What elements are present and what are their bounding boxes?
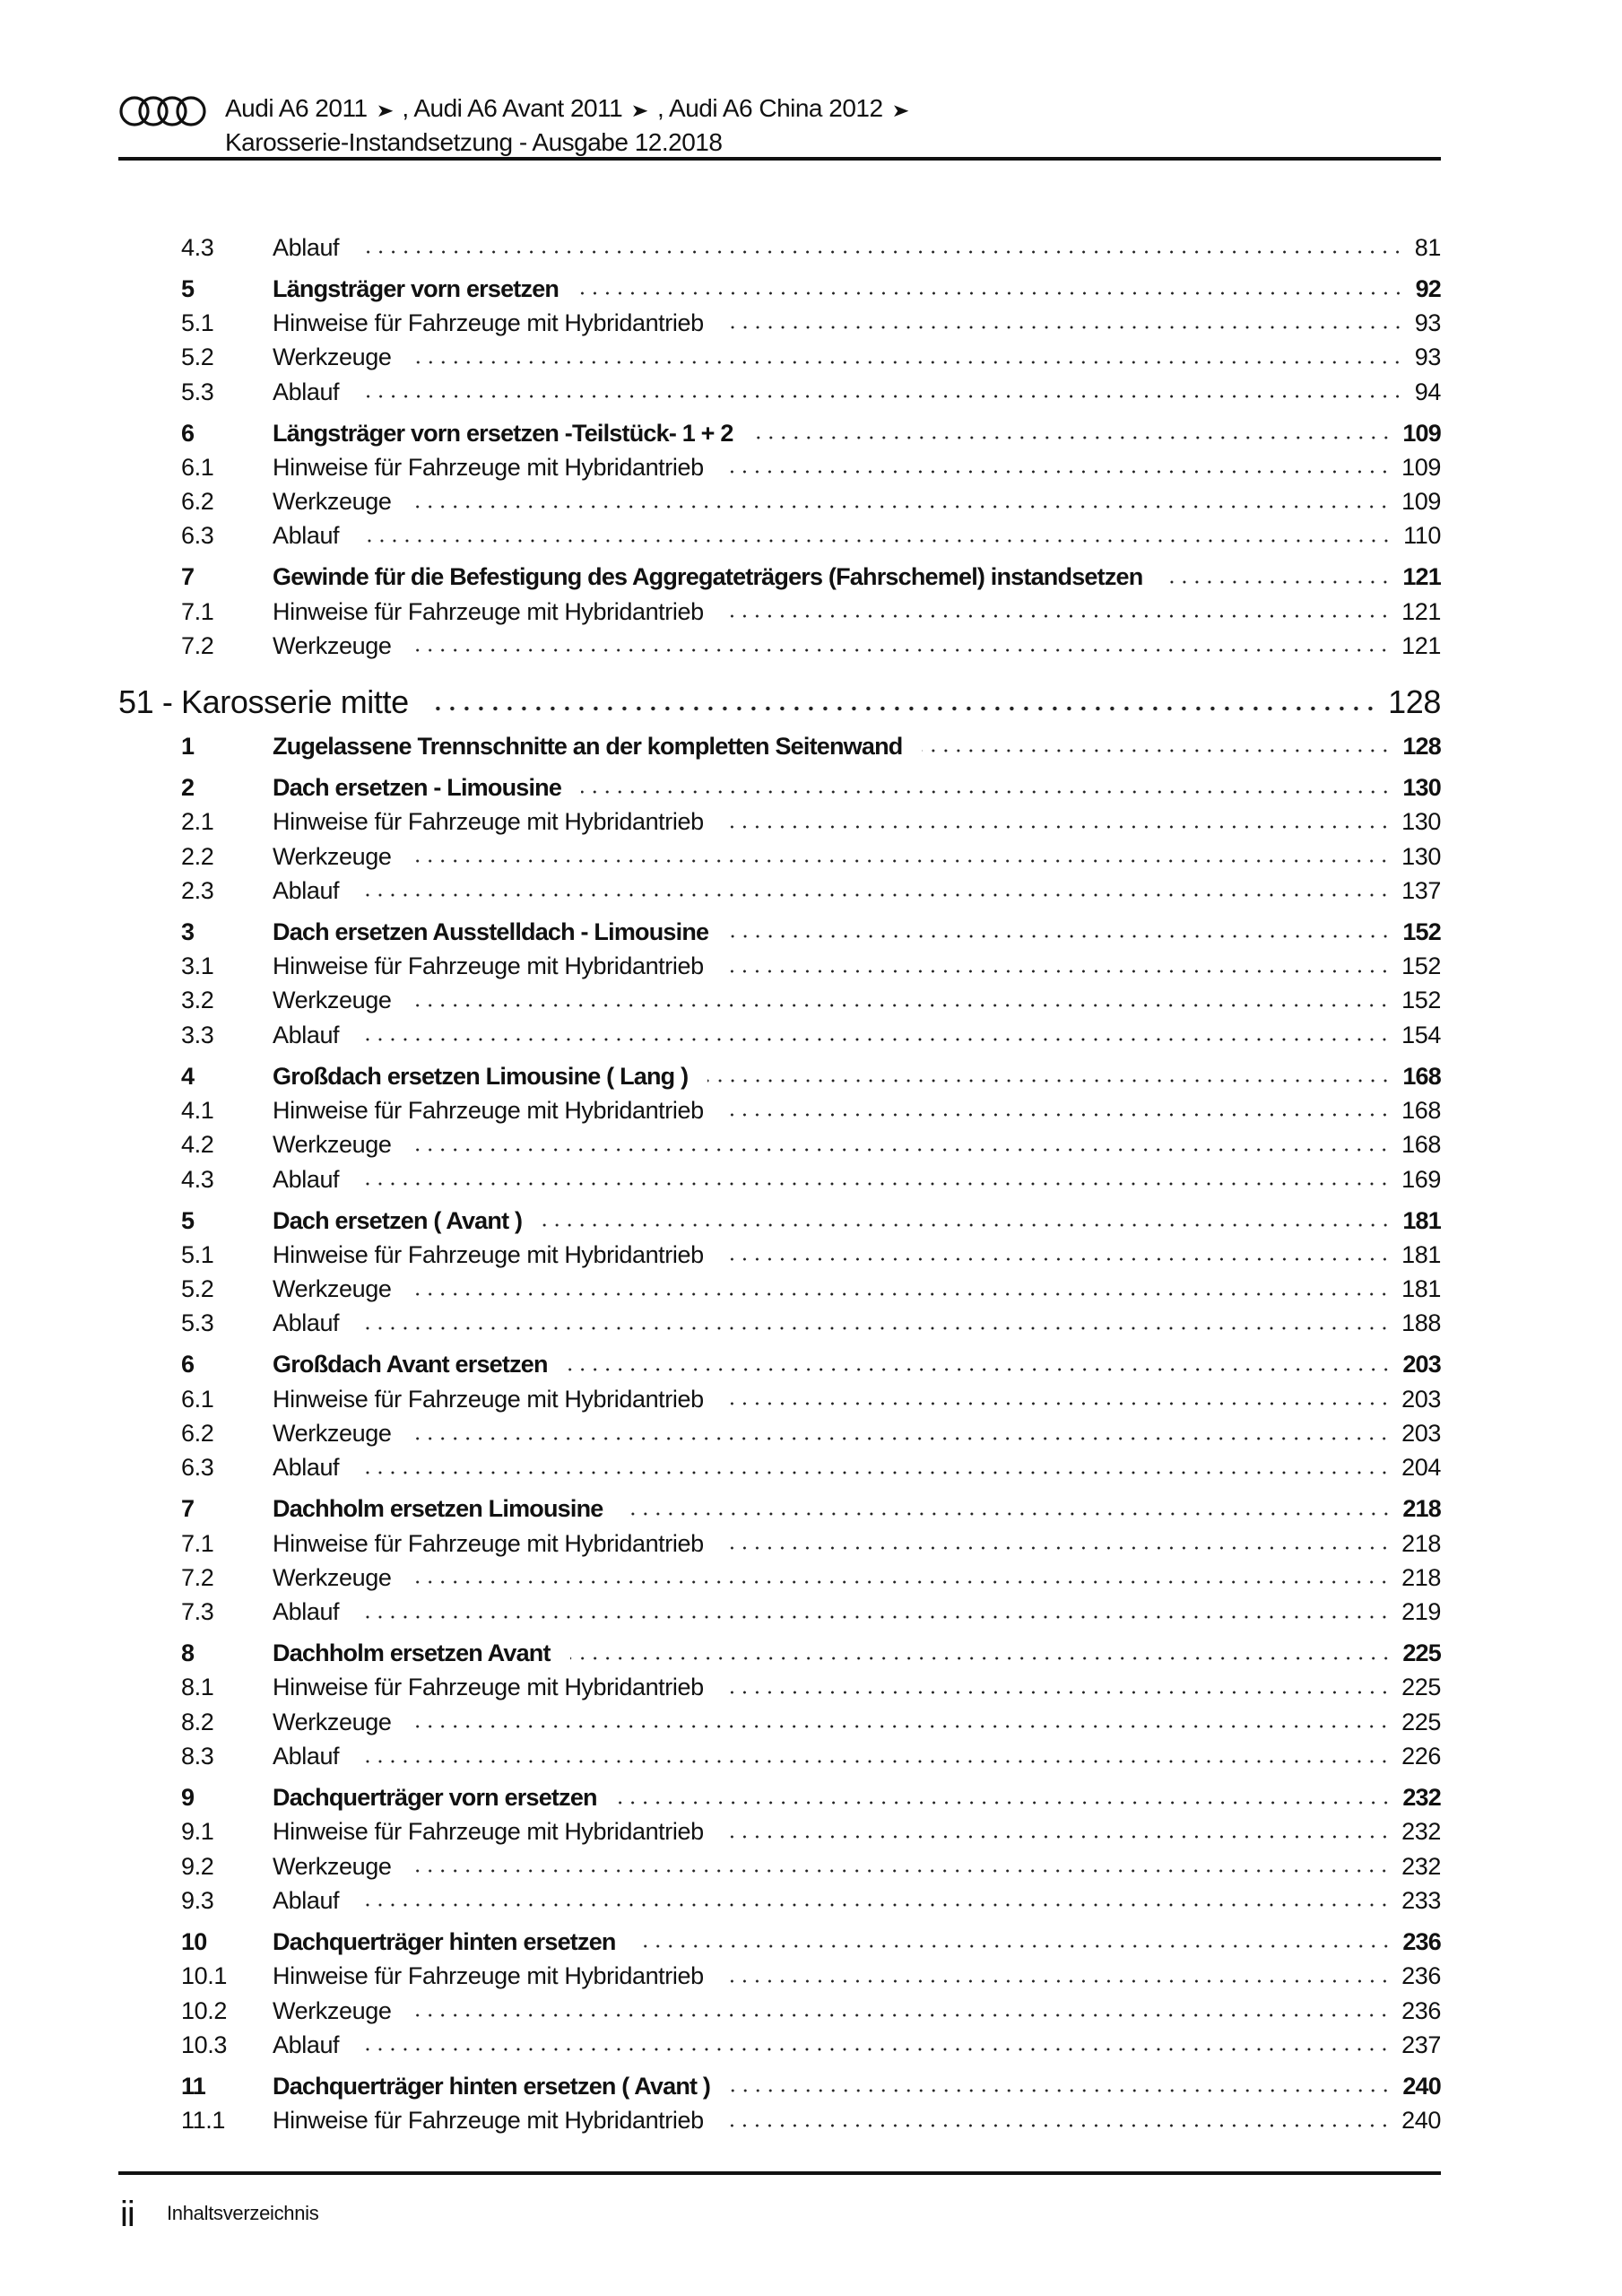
toc-entry-number: 5 bbox=[181, 1206, 195, 1234]
toc-entry-title: Ablauf bbox=[273, 1165, 340, 1193]
dot-leader bbox=[542, 1223, 1392, 1227]
toc-entry-page: 93 bbox=[1414, 344, 1441, 371]
toc-entry-number: 8 bbox=[181, 1639, 195, 1667]
toc-entry[interactable] bbox=[118, 306, 1441, 340]
toc-entry-title: Werkzeuge bbox=[273, 1420, 392, 1448]
dot-leader bbox=[359, 395, 1404, 398]
toc-entry[interactable] bbox=[118, 1994, 1441, 2028]
toc-entry-number: 11 bbox=[181, 2072, 205, 2100]
toc-entry[interactable] bbox=[118, 341, 1441, 375]
toc-entry-title: Hinweise für Fahrzeuge mit Hybridantrieb bbox=[273, 1818, 704, 1846]
dot-leader bbox=[724, 1546, 1391, 1550]
dot-leader bbox=[623, 1512, 1392, 1516]
dot-leader bbox=[411, 1437, 1391, 1440]
dot-leader bbox=[411, 1725, 1391, 1728]
toc-entry-title: Werkzeuge bbox=[273, 631, 392, 659]
toc-entry-number: 6.1 bbox=[181, 1385, 214, 1413]
toc-entry-number: 9.3 bbox=[181, 1886, 214, 1914]
toc-entry[interactable] bbox=[118, 1815, 1441, 1849]
toc-entry-page: 92 bbox=[1415, 274, 1441, 302]
dot-leader bbox=[728, 935, 1392, 938]
toc-entry[interactable] bbox=[118, 1162, 1441, 1196]
toc-entry[interactable] bbox=[118, 1596, 1441, 1630]
dot-leader bbox=[568, 1368, 1392, 1371]
toc-entry-number: 7.1 bbox=[181, 1529, 214, 1557]
dot-leader bbox=[730, 2089, 1392, 2092]
page-number: ii bbox=[120, 2195, 134, 2234]
toc-entry-title: Hinweise für Fahrzeuge mit Hybridantrieb bbox=[273, 1096, 704, 1124]
toc-entry-page: 203 bbox=[1402, 1351, 1441, 1378]
toc-entry[interactable] bbox=[118, 1739, 1441, 1773]
toc-entry-number: 7.2 bbox=[181, 631, 214, 659]
model-2: , Audi A6 Avant 2011 bbox=[402, 94, 623, 122]
toc-entry-number: 5.2 bbox=[181, 344, 214, 371]
model-3: , Audi A6 China 2012 bbox=[657, 94, 883, 122]
toc-entry-page: 236 bbox=[1401, 1996, 1441, 2024]
dot-leader bbox=[636, 1944, 1392, 1948]
toc-entry-title: Dach ersetzen Ausstelldach - Limousine bbox=[273, 918, 709, 945]
toc-entry-title: Ablauf bbox=[273, 1021, 340, 1048]
toc-entry-page: 181 bbox=[1402, 1206, 1441, 1234]
toc-entry-page: 168 bbox=[1401, 1131, 1441, 1159]
toc-entry[interactable] bbox=[118, 1128, 1441, 1162]
toc-entry-number: 3.2 bbox=[181, 987, 214, 1014]
toc-entry-title: Ablauf bbox=[273, 522, 340, 550]
toc-entry-title: Ablauf bbox=[273, 1886, 340, 1914]
toc-entry[interactable] bbox=[118, 1780, 1441, 1814]
toc-entry-number: 6.3 bbox=[181, 1454, 214, 1482]
toc-entry-number: 10.3 bbox=[181, 2031, 227, 2058]
toc-entry[interactable] bbox=[118, 1637, 1441, 1671]
toc-entry-number: 7.3 bbox=[181, 1598, 214, 1626]
dot-leader bbox=[724, 1979, 1391, 1983]
toc-entry[interactable] bbox=[118, 1204, 1441, 1238]
toc-entry-title: Dachquerträger hinten ersetzen ( Avant ) bbox=[273, 2072, 711, 2100]
toc-entry-number: 8.1 bbox=[181, 1674, 214, 1701]
toc-entry-page: 240 bbox=[1402, 2072, 1441, 2100]
toc-entry-title: Hinweise für Fahrzeuge mit Hybridantrieb bbox=[273, 952, 704, 980]
toc-entry[interactable] bbox=[118, 1018, 1441, 1052]
toc-entry[interactable] bbox=[118, 1348, 1441, 1382]
toc-entry-number: 7 bbox=[181, 563, 195, 591]
toc-entry-page: 240 bbox=[1401, 2107, 1441, 2135]
dot-leader bbox=[411, 1580, 1391, 1584]
toc-entry[interactable] bbox=[118, 416, 1441, 450]
dot-leader bbox=[411, 1004, 1391, 1007]
dot-leader bbox=[359, 1038, 1391, 1041]
toc-entry-number: 6.2 bbox=[181, 488, 214, 516]
toc-entry[interactable] bbox=[118, 2028, 1441, 2062]
toc-entry-title: Hinweise für Fahrzeuge mit Hybridantrieb bbox=[273, 1962, 704, 1990]
toc-entry[interactable] bbox=[118, 1451, 1441, 1485]
dot-leader bbox=[753, 436, 1392, 439]
toc-entry[interactable] bbox=[118, 729, 1441, 763]
toc-entry-page: 225 bbox=[1401, 1708, 1441, 1735]
toc-entry-page: 204 bbox=[1401, 1454, 1441, 1482]
toc-entry-number: 5.3 bbox=[181, 1309, 214, 1337]
toc-entry-title: Werkzeuge bbox=[273, 488, 392, 516]
toc-entry-number: 10 bbox=[181, 1927, 207, 1955]
toc-entry-page: 93 bbox=[1414, 309, 1441, 336]
arrow-right-icon: ➤ bbox=[891, 101, 909, 121]
toc-entry[interactable] bbox=[118, 1671, 1441, 1705]
dot-leader bbox=[724, 470, 1391, 474]
toc-entry[interactable] bbox=[118, 1849, 1441, 1883]
dot-leader bbox=[411, 1148, 1391, 1152]
dot-leader bbox=[429, 706, 1377, 711]
toc-entry-page: 169 bbox=[1401, 1165, 1441, 1193]
audi-rings-icon bbox=[118, 95, 208, 127]
dot-leader bbox=[581, 790, 1392, 794]
toc-entry[interactable] bbox=[118, 839, 1441, 874]
toc-entry-title: Längsträger vorn ersetzen bbox=[273, 274, 559, 302]
toc-entry-page: 236 bbox=[1402, 1927, 1441, 1955]
dot-leader bbox=[359, 539, 1392, 543]
toc-entry-page: 109 bbox=[1402, 419, 1441, 447]
toc-entry-number: 7.2 bbox=[181, 1563, 214, 1591]
dot-leader bbox=[724, 1691, 1391, 1694]
toc-entry-number: 6.3 bbox=[181, 522, 214, 550]
toc-entry[interactable] bbox=[118, 272, 1441, 306]
toc-entry-number: 4.2 bbox=[181, 1131, 214, 1159]
dot-leader bbox=[724, 825, 1391, 829]
toc-entry-title: Ablauf bbox=[273, 1454, 340, 1482]
toc-entry-number: 4.3 bbox=[181, 233, 214, 261]
toc-entry-number: 5.2 bbox=[181, 1275, 214, 1303]
header-divider bbox=[118, 157, 1441, 161]
toc-entry-title: Dachholm ersetzen Limousine bbox=[273, 1495, 603, 1523]
dot-leader bbox=[724, 1113, 1391, 1117]
toc-entry[interactable] bbox=[118, 1307, 1441, 1341]
dot-leader bbox=[359, 1615, 1391, 1619]
toc-entry[interactable] bbox=[118, 1492, 1441, 1526]
toc-entry-number: 2.2 bbox=[181, 842, 214, 870]
toc-entry-page: 218 bbox=[1401, 1529, 1441, 1557]
dot-leader bbox=[724, 614, 1391, 618]
footer-divider bbox=[118, 2171, 1441, 2175]
toc-entry-title: Hinweise für Fahrzeuge mit Hybridantrieb bbox=[273, 597, 704, 625]
toc-entry-page: 154 bbox=[1401, 1021, 1441, 1048]
toc-entry-number: 2 bbox=[181, 773, 195, 801]
toc-entry-number: 6 bbox=[181, 1351, 195, 1378]
dot-leader bbox=[359, 1182, 1391, 1186]
dot-leader bbox=[359, 1760, 1391, 1763]
toc-entry-page: 237 bbox=[1401, 2031, 1441, 2058]
toc-entry[interactable] bbox=[118, 874, 1441, 908]
dot-leader bbox=[359, 893, 1391, 897]
toc-entry-title: Ablauf bbox=[273, 1743, 340, 1770]
toc-entry[interactable] bbox=[118, 2069, 1441, 2103]
table-of-contents bbox=[118, 230, 1441, 2138]
dot-leader bbox=[411, 2013, 1391, 2017]
toc-entry-title: Großdach ersetzen Limousine ( Lang ) bbox=[273, 1062, 689, 1090]
toc-entry-page: 219 bbox=[1401, 1598, 1441, 1626]
toc-entry[interactable] bbox=[118, 1960, 1441, 1994]
toc-entry-title: Dach ersetzen ( Avant ) bbox=[273, 1206, 523, 1234]
toc-chapter[interactable] bbox=[118, 682, 1441, 723]
toc-entry-number: 10.2 bbox=[181, 1996, 227, 2024]
vehicle-models bbox=[225, 94, 911, 123]
toc-entry[interactable] bbox=[118, 1925, 1441, 1959]
toc-entry-title: Gewinde für die Befestigung des Aggregateträgers (Fahrschemel) instandsetzen bbox=[273, 563, 1143, 591]
toc-entry[interactable] bbox=[118, 230, 1441, 265]
toc-entry[interactable] bbox=[118, 984, 1441, 1018]
toc-entry-page: 152 bbox=[1402, 918, 1441, 945]
dot-leader bbox=[359, 250, 1404, 254]
toc-entry-title: Ablauf bbox=[273, 2031, 340, 2058]
toc-entry-number: 6 bbox=[181, 419, 195, 447]
toc-entry-page: 109 bbox=[1401, 453, 1441, 481]
toc-entry-title: Längsträger vorn ersetzen -Teilstück- 1 + 2 bbox=[273, 419, 733, 447]
toc-entry-number: 3 bbox=[181, 918, 195, 945]
dot-leader bbox=[707, 1079, 1392, 1083]
toc-entry-title: Werkzeuge bbox=[273, 1131, 392, 1159]
dot-leader bbox=[359, 2048, 1391, 2051]
toc-entry-number: 7.1 bbox=[181, 597, 214, 625]
toc-entry[interactable] bbox=[118, 1416, 1441, 1450]
toc-entry[interactable] bbox=[118, 375, 1441, 409]
toc-entry-page: 137 bbox=[1401, 876, 1441, 904]
toc-entry-page: 168 bbox=[1402, 1062, 1441, 1090]
dot-leader bbox=[724, 326, 1404, 329]
dot-leader bbox=[578, 291, 1404, 295]
model-1: Audi A6 2011 bbox=[225, 94, 368, 122]
toc-entry-number: 9 bbox=[181, 1784, 195, 1812]
toc-entry-page: 232 bbox=[1402, 1784, 1441, 1812]
toc-entry-number: 2.1 bbox=[181, 808, 214, 836]
toc-entry-page: 168 bbox=[1401, 1096, 1441, 1124]
toc-entry-number: 3.3 bbox=[181, 1021, 214, 1048]
toc-entry[interactable] bbox=[118, 1561, 1441, 1595]
dot-leader bbox=[411, 505, 1391, 509]
toc-entry-number: 9.1 bbox=[181, 1818, 214, 1846]
toc-entry-page: 188 bbox=[1401, 1309, 1441, 1337]
toc-entry[interactable] bbox=[118, 1705, 1441, 1739]
arrow-right-icon: ➤ bbox=[630, 101, 649, 121]
toc-entry-title: Dachquerträger hinten ersetzen bbox=[273, 1927, 616, 1955]
toc-entry-title: Ablauf bbox=[273, 233, 340, 261]
toc-entry-number: 5.1 bbox=[181, 1240, 214, 1268]
toc-entry-page: 218 bbox=[1402, 1495, 1441, 1523]
toc-entry[interactable] bbox=[118, 770, 1441, 804]
toc-entry-page: 121 bbox=[1402, 563, 1441, 591]
toc-entry-title: Ablauf bbox=[273, 876, 340, 904]
dot-leader bbox=[411, 648, 1391, 652]
toc-entry-title: Hinweise für Fahrzeuge mit Hybridantrieb bbox=[273, 808, 704, 836]
toc-entry-number: 8.3 bbox=[181, 1743, 214, 1770]
toc-entry-title: Dach ersetzen - Limousine bbox=[273, 773, 562, 801]
toc-entry[interactable] bbox=[118, 1883, 1441, 1918]
toc-entry-page: 130 bbox=[1402, 773, 1441, 801]
toc-entry-page: 181 bbox=[1401, 1240, 1441, 1268]
toc-entry[interactable] bbox=[118, 1093, 1441, 1127]
toc-entry-title: Werkzeuge bbox=[273, 1275, 392, 1303]
toc-entry-page: 130 bbox=[1401, 842, 1441, 870]
toc-entry-page: 233 bbox=[1401, 1886, 1441, 1914]
toc-entry-number: 5 bbox=[181, 274, 195, 302]
document-subtitle: Karosserie-Instandsetzung - Ausgabe 12.2018 bbox=[225, 128, 723, 156]
toc-entry-title: Hinweise für Fahrzeuge mit Hybridantrieb bbox=[273, 309, 704, 336]
toc-entry[interactable] bbox=[118, 484, 1441, 518]
dot-leader bbox=[724, 970, 1391, 973]
dot-leader bbox=[411, 859, 1391, 863]
toc-entry-title: Hinweise für Fahrzeuge mit Hybridantrieb bbox=[273, 1240, 704, 1268]
dot-leader bbox=[570, 1657, 1392, 1660]
toc-entry[interactable] bbox=[118, 805, 1441, 839]
toc-entry-number: 4 bbox=[181, 1062, 195, 1090]
toc-entry-number: 6.2 bbox=[181, 1420, 214, 1448]
dot-leader bbox=[411, 1869, 1391, 1873]
toc-entry-page: 232 bbox=[1401, 1852, 1441, 1880]
toc-entry-number: 5.3 bbox=[181, 378, 214, 405]
dot-leader bbox=[724, 1402, 1391, 1405]
toc-entry[interactable] bbox=[118, 1059, 1441, 1093]
toc-entry-page: 130 bbox=[1401, 808, 1441, 836]
toc-entry-number: 11.1 bbox=[181, 2107, 225, 2135]
arrow-right-icon: ➤ bbox=[376, 101, 394, 121]
toc-entry-page: 218 bbox=[1401, 1563, 1441, 1591]
toc-entry-number: 3.1 bbox=[181, 952, 214, 980]
toc-entry-title: Großdach Avant ersetzen bbox=[273, 1351, 548, 1378]
toc-entry-number: 5.1 bbox=[181, 309, 214, 336]
dot-leader bbox=[617, 1801, 1392, 1805]
dot-leader bbox=[359, 1903, 1391, 1907]
toc-entry-title: Dachquerträger vorn ersetzen bbox=[273, 1784, 597, 1812]
toc-entry-number: 4.3 bbox=[181, 1165, 214, 1193]
toc-entry-page: 181 bbox=[1401, 1275, 1441, 1303]
toc-entry[interactable] bbox=[118, 519, 1441, 553]
toc-entry-title: Hinweise für Fahrzeuge mit Hybridantrieb bbox=[273, 1529, 704, 1557]
toc-entry-title: Hinweise für Fahrzeuge mit Hybridantrieb bbox=[273, 2107, 704, 2135]
toc-entry-page: 128 bbox=[1402, 732, 1441, 760]
toc-entry-title: Hinweise für Fahrzeuge mit Hybridantrieb bbox=[273, 1674, 704, 1701]
dot-leader bbox=[411, 1292, 1391, 1296]
toc-entry[interactable] bbox=[118, 629, 1441, 663]
toc-entry[interactable] bbox=[118, 1238, 1441, 1272]
toc-entry-number: 8.2 bbox=[181, 1708, 214, 1735]
toc-entry-title: Ablauf bbox=[273, 1309, 340, 1337]
toc-entry-title: Werkzeuge bbox=[273, 987, 392, 1014]
toc-entry-page: 225 bbox=[1401, 1674, 1441, 1701]
toc-entry-page: 121 bbox=[1401, 597, 1441, 625]
toc-entry-page: 203 bbox=[1401, 1420, 1441, 1448]
toc-entry[interactable] bbox=[118, 1382, 1441, 1416]
toc-entry[interactable] bbox=[118, 1273, 1441, 1307]
toc-entry-page: 128 bbox=[1388, 683, 1441, 720]
dot-leader bbox=[359, 1326, 1391, 1330]
toc-entry-title: Hinweise für Fahrzeuge mit Hybridantrieb bbox=[273, 453, 704, 481]
toc-entry-page: 225 bbox=[1402, 1639, 1441, 1667]
toc-entry[interactable] bbox=[118, 949, 1441, 983]
toc-entry-page: 94 bbox=[1414, 378, 1441, 405]
toc-entry[interactable] bbox=[118, 1526, 1441, 1561]
toc-entry-title: Hinweise für Fahrzeuge mit Hybridantrieb bbox=[273, 1385, 704, 1413]
toc-entry-page: 232 bbox=[1401, 1818, 1441, 1846]
toc-entry-number: 4.1 bbox=[181, 1096, 214, 1124]
toc-entry-number: 6.1 bbox=[181, 453, 214, 481]
toc-entry-title: Werkzeuge bbox=[273, 1563, 392, 1591]
toc-entry[interactable] bbox=[118, 915, 1441, 949]
toc-entry-page: 236 bbox=[1401, 1962, 1441, 1990]
footer-section-label: Inhaltsverzeichnis bbox=[167, 2202, 319, 2224]
toc-entry-number: 1 bbox=[181, 732, 195, 760]
toc-entry-page: 203 bbox=[1401, 1385, 1441, 1413]
dot-leader bbox=[922, 749, 1392, 752]
dot-leader bbox=[724, 2124, 1391, 2127]
toc-entry-number: 7 bbox=[181, 1495, 195, 1523]
dot-leader bbox=[724, 1835, 1391, 1839]
dot-leader bbox=[1162, 580, 1392, 584]
toc-entry-title: Werkzeuge bbox=[273, 1852, 392, 1880]
toc-entry[interactable] bbox=[118, 595, 1441, 629]
toc-entry[interactable] bbox=[118, 561, 1441, 595]
toc-entry-title: 51 - Karosserie mitte bbox=[118, 683, 409, 720]
toc-entry-page: 109 bbox=[1401, 488, 1441, 516]
toc-entry-title: Werkzeuge bbox=[273, 1708, 392, 1735]
toc-entry-title: Dachholm ersetzen Avant bbox=[273, 1639, 551, 1667]
toc-entry-title: Werkzeuge bbox=[273, 1996, 392, 2024]
toc-entry-title: Werkzeuge bbox=[273, 842, 392, 870]
dot-leader bbox=[359, 1471, 1391, 1474]
toc-entry-page: 226 bbox=[1401, 1743, 1441, 1770]
toc-entry-number: 9.2 bbox=[181, 1852, 214, 1880]
toc-entry-page: 152 bbox=[1401, 987, 1441, 1014]
toc-entry-title: Ablauf bbox=[273, 378, 340, 405]
toc-entry-title: Zugelassene Trennschnitte an der kompletten Seitenwand bbox=[273, 732, 903, 760]
toc-entry[interactable] bbox=[118, 450, 1441, 484]
dot-leader bbox=[411, 361, 1403, 364]
toc-entry-title: Werkzeuge bbox=[273, 344, 392, 371]
toc-entry-number: 10.1 bbox=[181, 1962, 227, 1990]
toc-entry-number: 2.3 bbox=[181, 876, 214, 904]
dot-leader bbox=[724, 1257, 1391, 1261]
toc-entry-page: 152 bbox=[1401, 952, 1441, 980]
toc-entry[interactable] bbox=[118, 2103, 1441, 2137]
toc-entry-page: 110 bbox=[1403, 522, 1441, 550]
toc-entry-page: 121 bbox=[1401, 631, 1441, 659]
toc-entry-title: Ablauf bbox=[273, 1598, 340, 1626]
toc-entry-page: 81 bbox=[1414, 233, 1441, 261]
